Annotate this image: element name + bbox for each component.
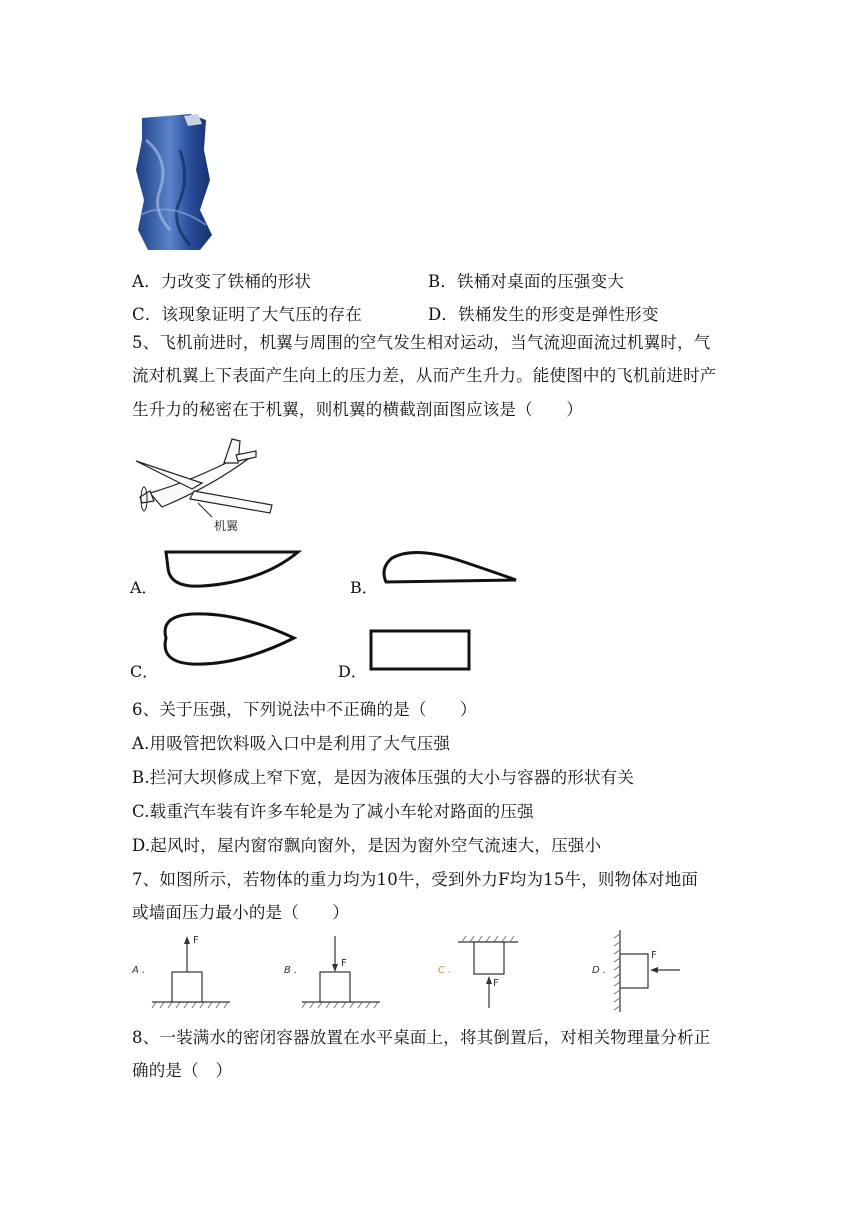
q5-stem-line-2: 流对机翼上下表面产生向上的压力差，从而产生升力。能使图中的飞机前进时产 — [132, 366, 717, 385]
q5-choice-c-shape — [158, 608, 303, 668]
q6-option-b: B.拦河大坝修成上窄下宽，是因为液体压强的大小与容器的形状有关 — [132, 768, 635, 787]
crushed-bucket-image — [130, 110, 220, 255]
q4-option-a: A．力改变了铁桶的形状 — [132, 272, 312, 291]
q6-option-a: A.用吸管把饮料吸入口中是利用了大气压强 — [132, 734, 451, 753]
q4-option-b: B．铁桶对桌面的压强变大 — [428, 272, 625, 291]
q7-fig-d-force: F — [651, 950, 657, 961]
q4-option-d: D．铁桶发生的形变是弹性形变 — [428, 305, 659, 324]
q7-stem-line-1: 7、如图所示，若物体的重力均为10牛，受到外力F均为15牛，则物体对地面 — [132, 870, 699, 889]
q8-stem-line-2: 确的是（ ） — [132, 1061, 233, 1080]
q4-option-c: C．该现象证明了大气压的存在 — [132, 305, 362, 324]
q8-stem-line-1: 8、一装满水的密闭容器放置在水平桌面上，将其倒置后，对相关物理量分析正 — [132, 1028, 711, 1047]
q7-fig-a-label: A . — [132, 965, 146, 976]
q5-choice-d-label: D． — [338, 662, 367, 681]
q7-fig-c-label: C . — [438, 965, 452, 976]
q7-fig-c-force: F — [493, 978, 499, 989]
q5-choice-a-label: A． — [130, 578, 158, 597]
q7-figure-b — [300, 930, 385, 1012]
q5-choice-c-label: C． — [130, 662, 159, 681]
q6-option-d: D.起风时，屋内窗帘飘向窗外，是因为窗外空气流速大，压强小 — [132, 836, 602, 855]
airplane-image — [132, 433, 282, 538]
q7-fig-d-label: D . — [592, 965, 607, 976]
q7-fig-b-force: F — [341, 958, 347, 969]
q5-choice-b-shape — [378, 548, 523, 588]
q7-figure-d — [610, 928, 685, 1014]
plane-wing-label: 机翼 — [214, 519, 239, 533]
q5-choice-d-shape — [368, 628, 472, 672]
q5-stem-line-3: 生升力的秘密在于机翼，则机翼的横截剖面图应该是（ ） — [132, 400, 583, 419]
q7-stem-line-2: 或墙面压力最小的是（ ） — [132, 903, 350, 922]
q5-choice-b-label: B． — [350, 578, 378, 597]
q6-option-c: C.载重汽车装有许多车轮是为了减小车轮对路面的压强 — [132, 802, 534, 821]
q7-fig-a-force: F — [193, 935, 199, 946]
q7-fig-b-label: B . — [284, 965, 298, 976]
q7-figure-c — [456, 934, 521, 1012]
q5-stem-line-1: 5、飞机前进时，机翼与周围的空气发生相对运动，当气流迎面流过机翼时，气 — [132, 333, 711, 352]
q5-choice-a-shape — [162, 548, 302, 593]
q6-stem: 6、关于压强，下列说法中不正确的是（ ） — [132, 700, 477, 719]
